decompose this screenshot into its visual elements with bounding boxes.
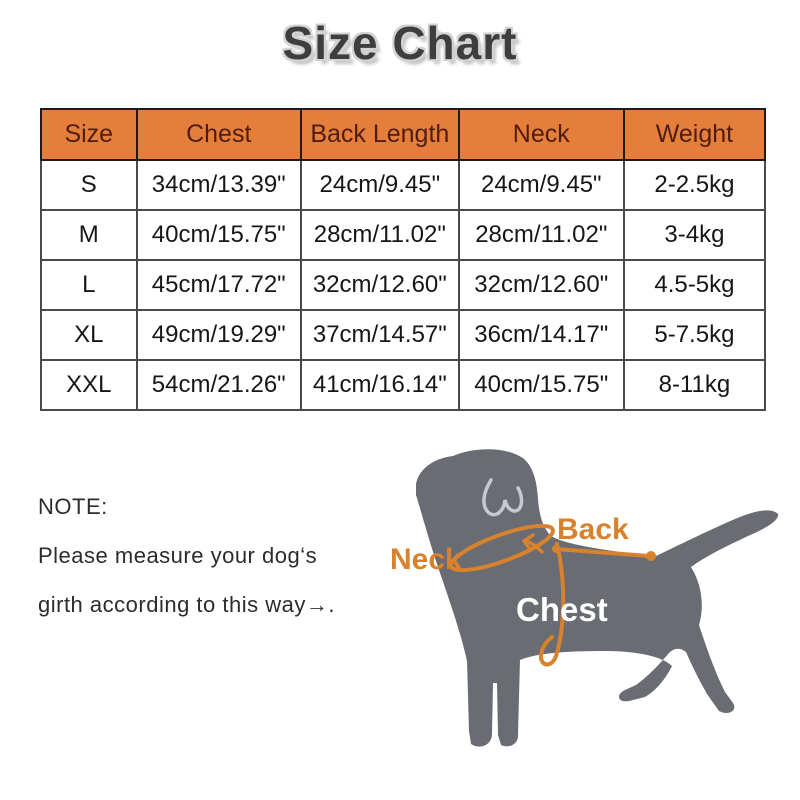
size-cell: L <box>41 260 137 310</box>
neck-label: Neck <box>390 543 462 576</box>
back-length-cell: 41cm/16.14" <box>301 360 459 410</box>
neck-cell: 32cm/12.60" <box>459 260 624 310</box>
size-cell: XXL <box>41 360 137 410</box>
dog-measurement-diagram <box>390 438 790 800</box>
weight-cell: 2-2.5kg <box>624 160 765 210</box>
header-weight: Weight <box>624 109 765 160</box>
back-length-cell: 32cm/12.60" <box>301 260 459 310</box>
chest-cell: 45cm/17.72" <box>137 260 301 310</box>
chest-label: Chest <box>516 591 608 628</box>
header-neck: Neck <box>459 109 624 160</box>
header-chest: Chest <box>137 109 301 160</box>
weight-cell: 8-11kg <box>624 360 765 410</box>
page-title: Size Chart <box>282 17 518 69</box>
header-back-length: Back Length <box>301 109 459 160</box>
weight-cell: 4.5-5kg <box>624 260 765 310</box>
chest-cell: 49cm/19.29" <box>137 310 301 360</box>
table-row <box>41 260 765 310</box>
table-row <box>41 210 765 260</box>
measurement-note <box>38 494 378 641</box>
chest-cell: 54cm/21.26" <box>137 360 301 410</box>
chest-cell: 34cm/13.39" <box>137 160 301 210</box>
neck-cell: 24cm/9.45" <box>459 160 624 210</box>
size-cell: S <box>41 160 137 210</box>
neck-cell: 36cm/14.17" <box>459 310 624 360</box>
neck-cell: 28cm/11.02" <box>459 210 624 260</box>
weight-cell: 5-7.5kg <box>624 310 765 360</box>
size-cell: M <box>41 210 137 260</box>
note-line-1: Please measure your dog‘s <box>38 543 318 568</box>
header-size: Size <box>41 109 137 160</box>
back-measure-dot <box>646 551 656 561</box>
table-header-row <box>41 109 765 160</box>
measure-junction-dot <box>552 545 560 553</box>
neck-cell: 40cm/15.75" <box>459 360 624 410</box>
back-length-cell: 28cm/11.02" <box>301 210 459 260</box>
back-label: Back <box>557 513 629 546</box>
table-row <box>41 360 765 410</box>
weight-cell: 3-4kg <box>624 210 765 260</box>
note-line-2: girth according to this way→. <box>38 592 335 617</box>
back-length-cell: 24cm/9.45" <box>301 160 459 210</box>
note-label: NOTE: <box>38 494 108 519</box>
table-row <box>41 160 765 210</box>
size-cell: XL <box>41 310 137 360</box>
size-chart-table <box>40 108 766 411</box>
chest-cell: 40cm/15.75" <box>137 210 301 260</box>
back-length-cell: 37cm/14.57" <box>301 310 459 360</box>
table-row <box>41 310 765 360</box>
